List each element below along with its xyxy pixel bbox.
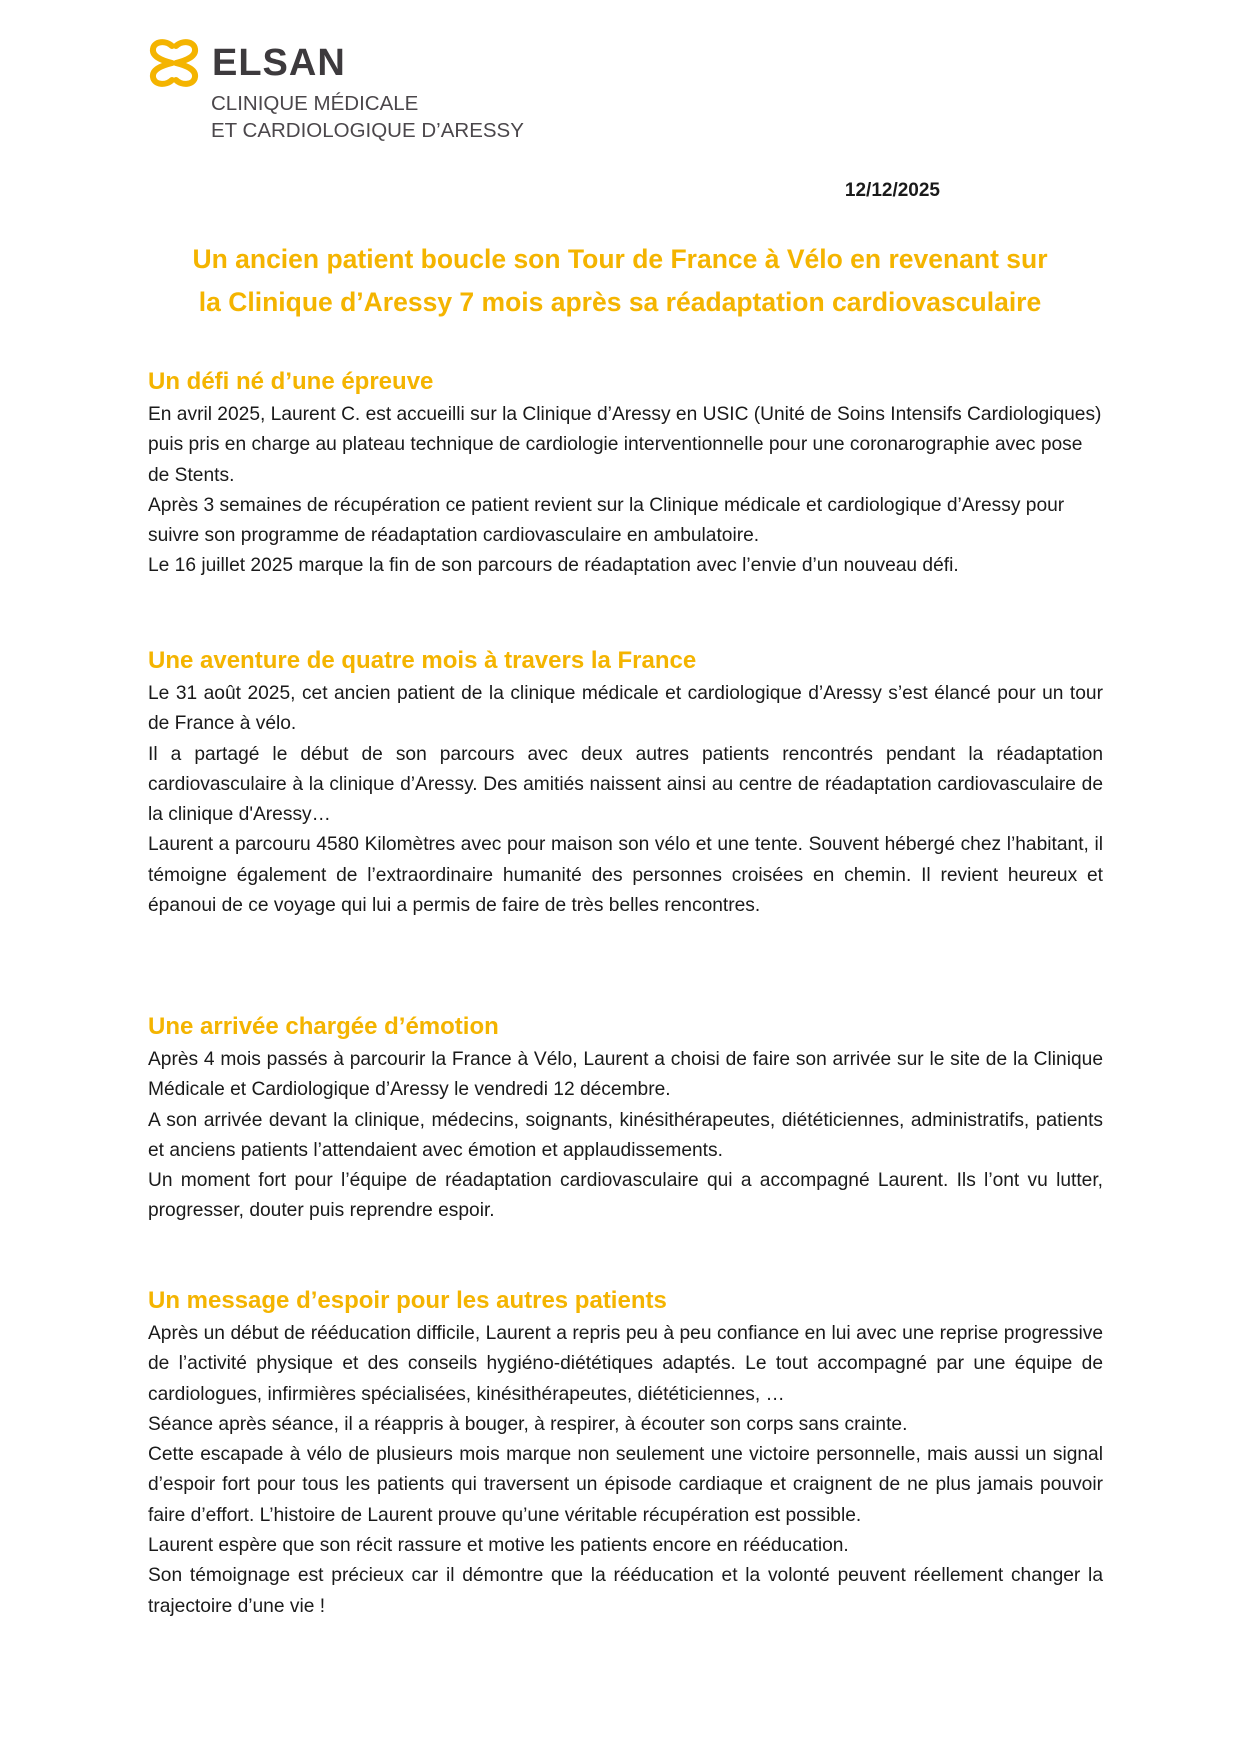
paragraph: Le 31 août 2025, cet ancien patient de la clinique médicale et cardiologique d’Aressy s’est élancé pour un tour de France à vélo. [148, 683, 1103, 735]
section-heading: Un défi né d’une épreuve [148, 368, 434, 395]
paragraph: Un moment fort pour l’équipe de réadaptation cardiovasculaire qui a accompagné Laurent. Ils l’ont vu lutter, progresser, douter puis reprendre espoir. [148, 1170, 1103, 1222]
paragraph: Après 3 semaines de récupération ce patient revient sur la Clinique médicale et cardiologique d’Aressy pour suivre son programme de réadaptation cardiovasculaire en ambulatoire. [148, 494, 1065, 547]
paragraph: Séance après séance, il a réappris à bouger, à respirer, à écouter son corps sans crainte. [148, 1413, 908, 1435]
section-hope-message [148, 1285, 1103, 1622]
brand-name: ELSAN [212, 42, 346, 84]
paragraph: Laurent espère que son récit rassure et motive les patients encore en rééducation. [148, 1535, 849, 1557]
elsan-logo-icon [148, 38, 200, 88]
clinic-name-line1: CLINIQUE MÉDICALE [211, 92, 419, 115]
section-challenge [148, 366, 1103, 582]
paragraph: Son témoignage est précieux car il démontre que la rééducation et la volonté peuvent réellement changer la trajectoire d’une vie ! [148, 1565, 1103, 1617]
page-title [90, 238, 1150, 324]
page-title-line2: la Clinique d’Aressy 7 mois après sa réadaptation cardiovasculaire [198, 287, 1042, 317]
press-release-date: 12/12/2025 [844, 180, 940, 201]
elsan-logo [148, 38, 568, 148]
section-arrival [148, 1011, 1103, 1227]
section-heading: Une aventure de quatre mois à travers la France [148, 647, 697, 674]
paragraph: Le 16 juillet 2025 marque la fin de son parcours de réadaptation avec l’envie d’un nouveau défi. [148, 555, 959, 577]
paragraph: Il a partagé le début de son parcours avec deux autres patients rencontrés pendant la réadaptation cardiovasculaire à la clinique d’Aressy. Des amitiés naissent ainsi au centre de réadaptation cardiovasculaire de la clinique d'Aressy… [148, 743, 1103, 826]
paragraph: Cette escapade à vélo de plusieurs mois marque non seulement une victoire personnelle, mais aussi un signal d’espoir fort pour tous les patients qui traversent un épisode cardiaque et craignent de ne plus jamais pouvoir faire d’effort. L’histoire de Laurent prouve qu’une véritable récupération est possible. [148, 1444, 1103, 1526]
section-adventure [148, 645, 1103, 921]
paragraph: En avril 2025, Laurent C. est accueilli sur la Clinique d’Aressy en USIC (Unité de Soins Intensifs Cardiologiques) puis pris en charge au plateau technique de cardiologie interventionnelle pour une coronarographie avec pose de Stents. [148, 404, 1102, 486]
paragraph: Après 4 mois passés à parcourir la France à Vélo, Laurent a choisi de faire son arrivée sur le site de la Clinique Médicale et Cardiologique d’Aressy le vendredi 12 décembre. [148, 1049, 1103, 1101]
page-title-line1: Un ancien patient boucle son Tour de France à Vélo en revenant sur [192, 244, 1048, 274]
section-heading: Un message d’espoir pour les autres patients [148, 1287, 667, 1314]
paragraph: A son arrivée devant la clinique, médecins, soignants, kinésithérapeutes, diététiciennes, administratifs, patients et anciens patients l’attendaient avec émotion et applaudissements. [148, 1109, 1103, 1161]
paragraph: Laurent a parcouru 4580 Kilomètres avec pour maison son vélo et une tente. Souvent hébergé chez l’habitant, il témoigne également de l’extraordinaire humanité des personnes croisées en chemin. Il revient heureux et épanoui de ce voyage qui lui a permis de faire de très belles rencontres. [148, 834, 1103, 917]
paragraph: Après un début de rééducation difficile, Laurent a repris peu à peu confiance en lui avec une reprise progressive de l’activité physique et des conseils hygiéno-diététiques adaptés. Le tout accompagné par une équipe de cardiologues, infirmières spécialisées, kinésithérapeutes, diététiciennes, … [148, 1323, 1103, 1405]
clinic-name-line2: ET CARDIOLOGIQUE D’ARESSY [211, 119, 524, 142]
section-heading: Une arrivée chargée d’émotion [148, 1013, 499, 1040]
